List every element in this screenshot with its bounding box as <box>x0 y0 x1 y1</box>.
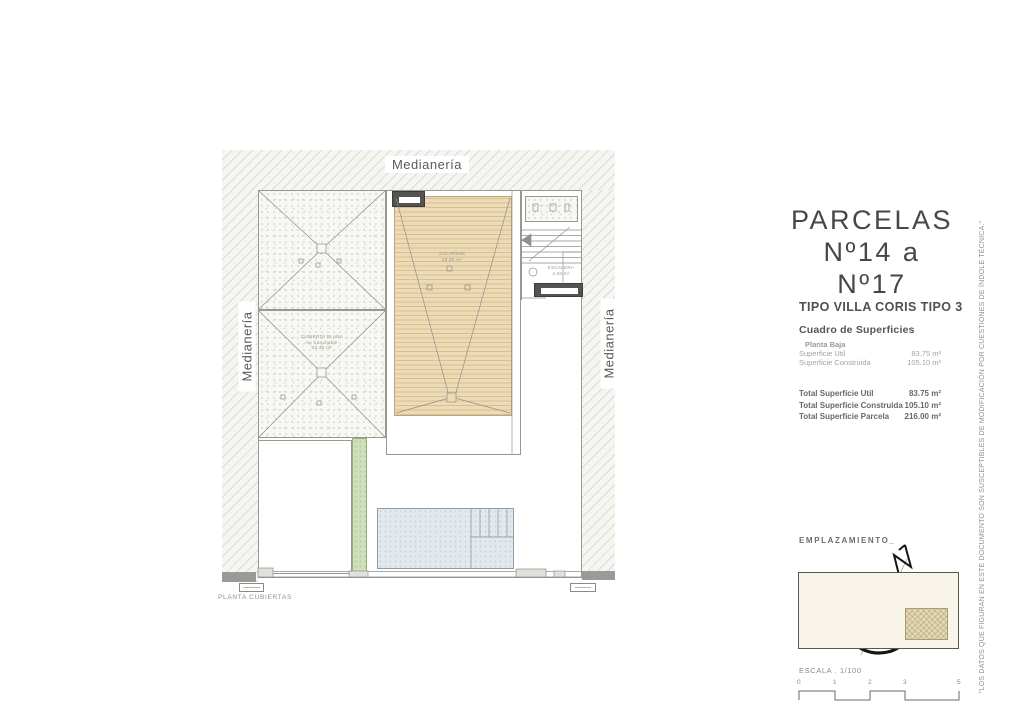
type-title: TIPO VILLA CORIS TIPO 3 <box>799 300 963 314</box>
chimney-icon <box>534 283 583 297</box>
disclaimer-text: "LOS DATOS QUE FIGURAN EN ESTE DOCUMENTO SON SUSCEPTIBLES DE MODIFICACIÓN POR CUESTIONES DE ÍNDOLE TÉCNICA." <box>979 220 986 693</box>
table-row: Superficie Util 83.75 m² <box>799 349 941 358</box>
pool <box>377 508 514 569</box>
cubierta-label: CUBIERTA PLANA -no transitable- 32.45 m² <box>300 334 344 350</box>
plan-caption: PLANTA CUBIERTAS <box>218 594 293 601</box>
surface-table <box>799 340 941 367</box>
table-row: Total Superficie Util 83.75 m² <box>799 389 941 398</box>
medianeria-label-right: Medianería <box>601 299 618 389</box>
escalera-label: ESCALERA 4.50 m² <box>547 265 575 276</box>
solarium-deck <box>394 196 512 416</box>
emplazamiento-label: EMPLAZAMIENTO_ <box>799 536 896 545</box>
hatch-cap-right <box>582 571 615 580</box>
medianeria-label-top: Medianería <box>385 156 469 173</box>
scale-tick: 5 <box>957 679 961 686</box>
planter-strip <box>352 438 367 576</box>
scale-tick: 0 <box>797 679 801 686</box>
chimney-icon <box>392 191 425 207</box>
escala-label: ESCALA . 1/100 <box>799 666 862 675</box>
scale-tick: 3 <box>903 679 907 686</box>
roof-strip <box>525 196 578 222</box>
surface-totals <box>799 388 941 423</box>
table-row: Total Superficie Parcela 216.00 m² <box>799 412 941 421</box>
scale-bar <box>799 691 959 700</box>
flat-roof-upper <box>258 190 386 310</box>
medianeria-label-left: Medianería <box>239 302 256 392</box>
lower-room <box>258 440 352 574</box>
table-title: Cuadro de Superficies <box>799 324 915 336</box>
hatch-cap-left <box>222 572 256 582</box>
solarium-label: SOLARIUM 29.00 m² <box>439 251 465 262</box>
table-row: Total Superficie Construida 105.10 m² <box>799 400 941 410</box>
sheet-title: PARCELAS Nº14 a Nº17 <box>790 205 954 299</box>
north-arrow-icon <box>894 545 911 575</box>
scale-tick: 1 <box>833 679 837 686</box>
table-row: Superficie Construida 105.10 m² <box>799 358 941 367</box>
scale-tick: 2 <box>868 679 872 686</box>
site-map-parcel-hatch <box>905 608 948 640</box>
flat-roof-lower <box>258 310 386 438</box>
corner-marker-box <box>570 583 596 592</box>
corner-marker-box <box>239 583 264 592</box>
table-section-label: Planta Baja <box>805 340 846 349</box>
